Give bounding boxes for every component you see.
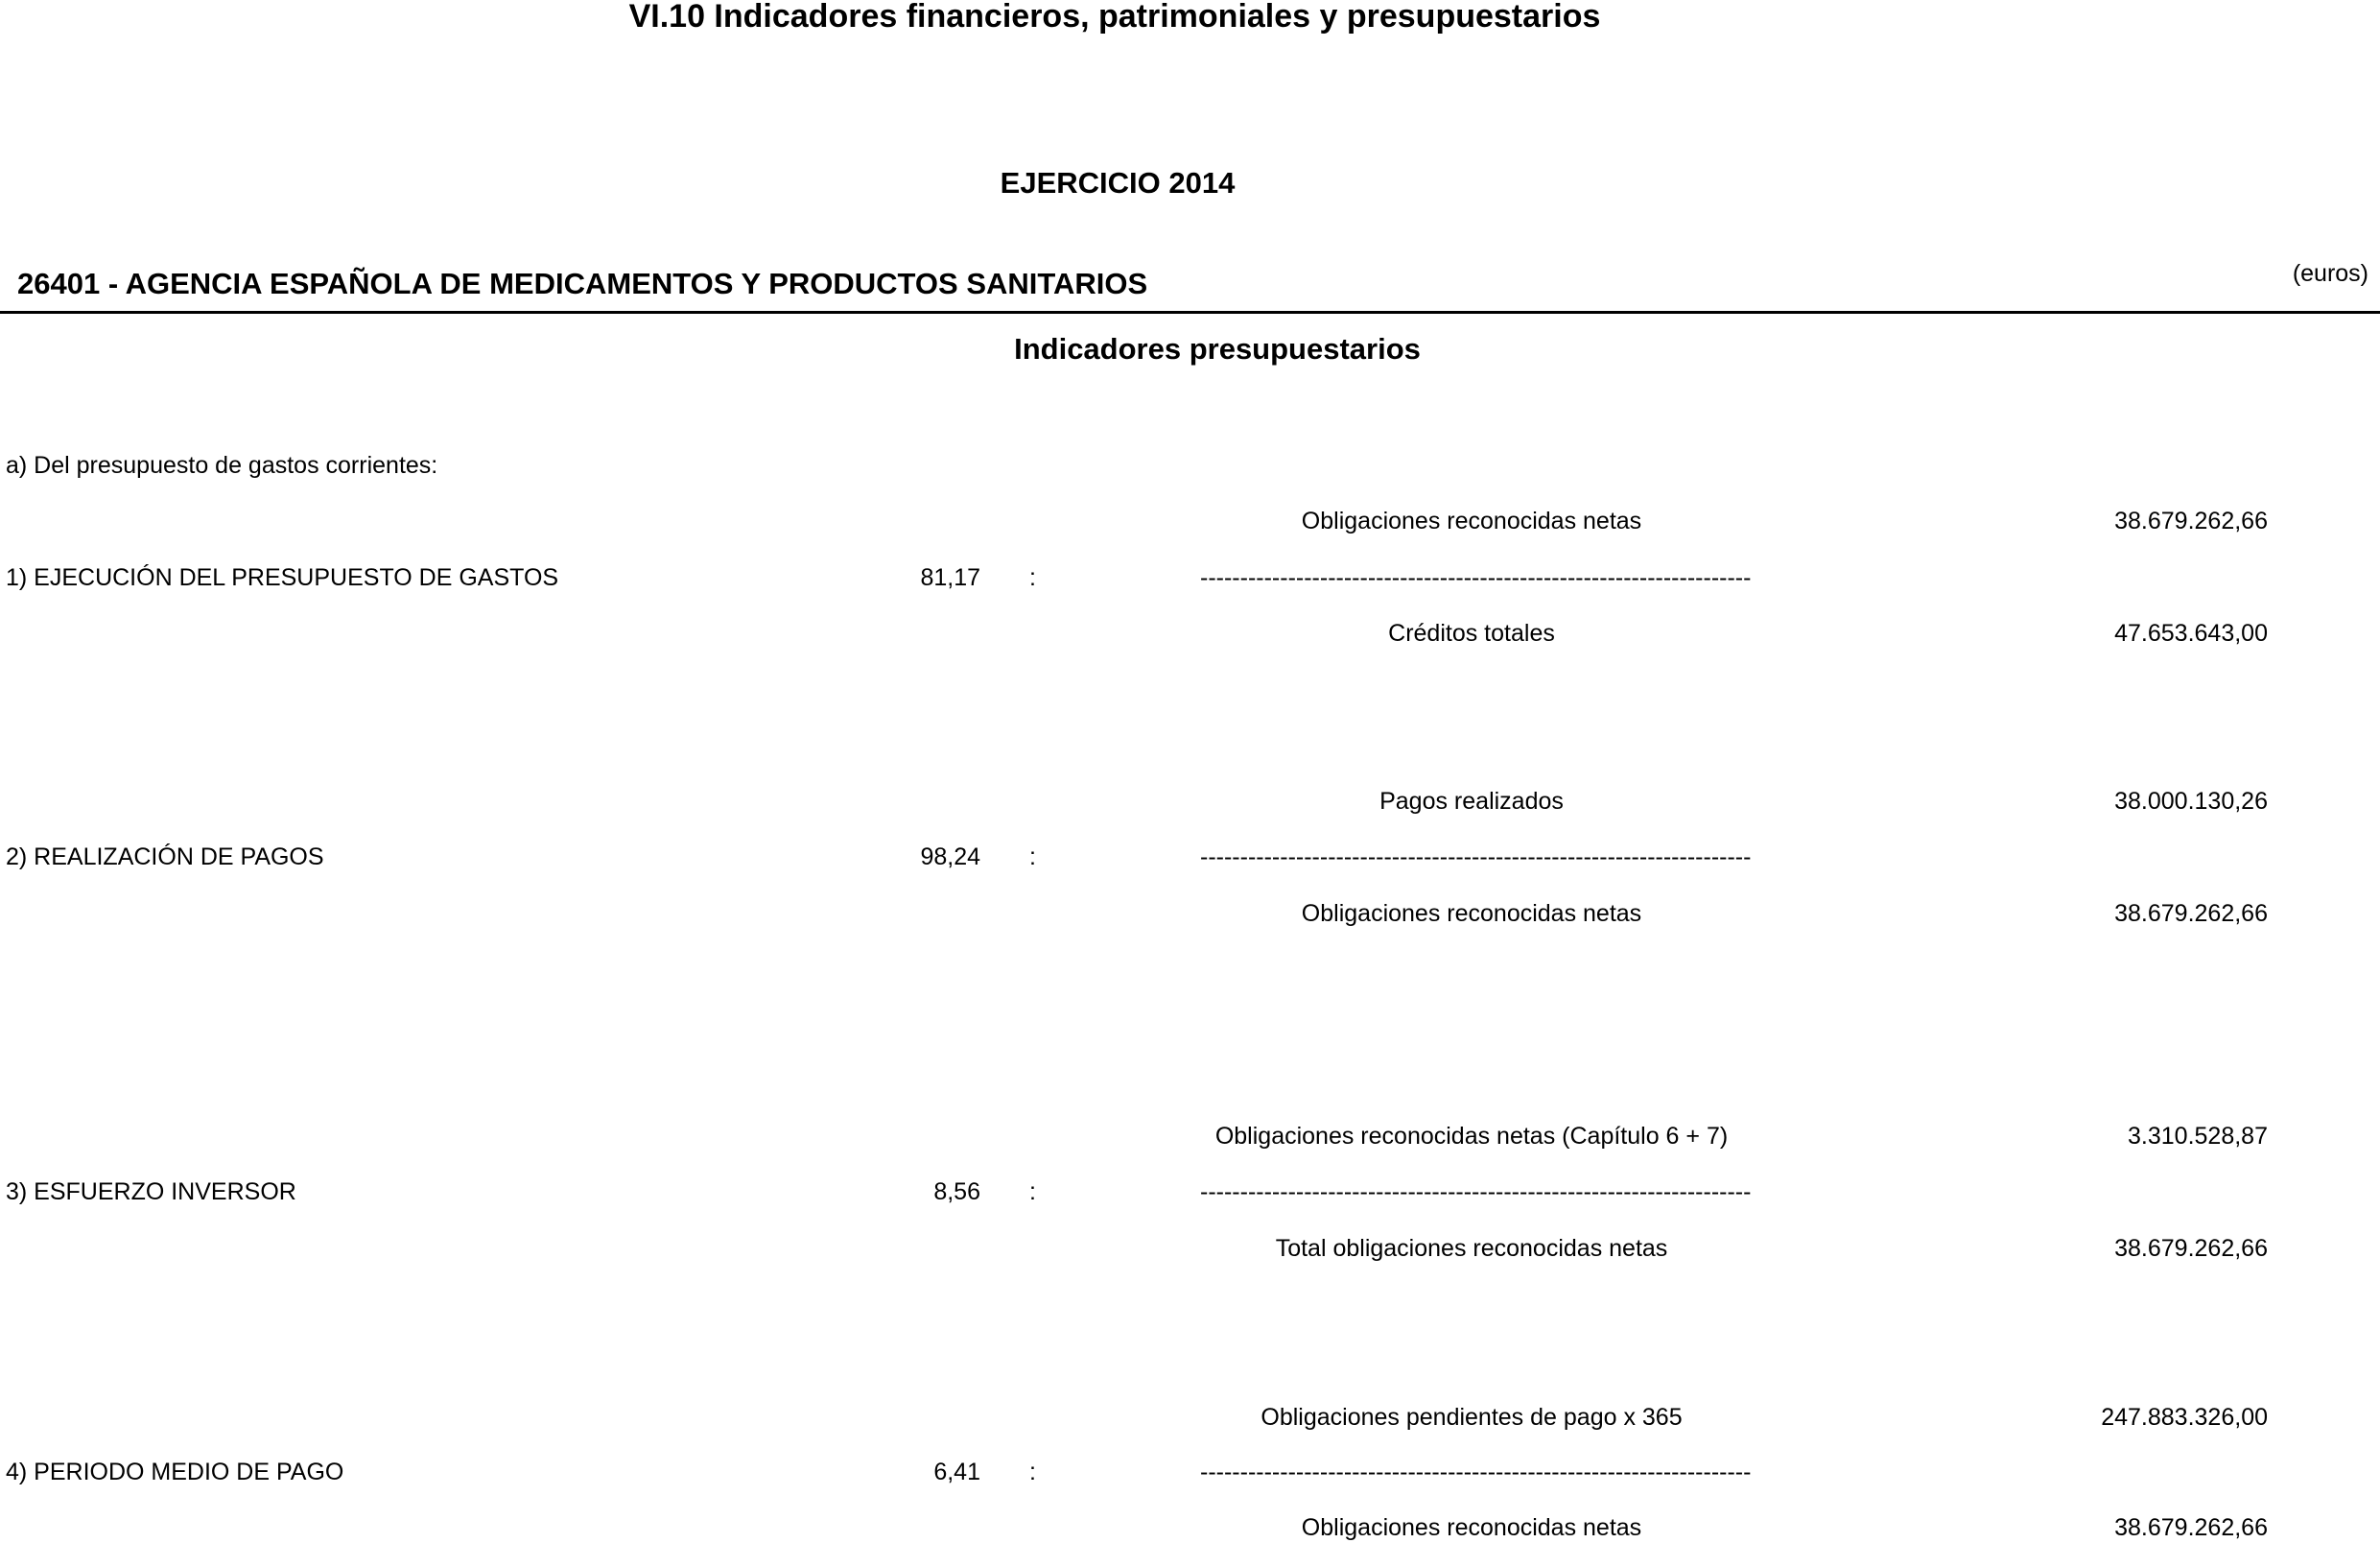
ratio-separator: :: [1029, 843, 1036, 870]
indicator-label: 1) EJECUCIÓN DEL PRESUPUESTO DE GASTOS: [6, 564, 559, 591]
numerator-label: Obligaciones reconocidas netas: [1301, 508, 1642, 534]
report-title: VI.10 Indicadores financieros, patrimoniales y presupuestarios: [628, 0, 1601, 35]
fraction-line: ---------------------------------------------------------------------: [1200, 1178, 1752, 1205]
denominator-label: Total obligaciones reconocidas netas: [1275, 1235, 1668, 1262]
indicator-value: 8,56: [933, 1178, 980, 1205]
fraction-line: ---------------------------------------------------------------------: [1200, 564, 1752, 591]
indicator-label: 3) ESFUERZO INVERSOR: [6, 1178, 296, 1205]
denominator-label: Obligaciones reconocidas netas: [1301, 900, 1642, 927]
indicator-value: 98,24: [920, 843, 980, 870]
currency-note: (euros): [2292, 260, 2368, 287]
ratio-separator: :: [1029, 564, 1036, 591]
indicator-value: 81,17: [920, 564, 980, 591]
denominator-value: 47.653.643,00: [2114, 620, 2268, 647]
ejercicio-heading: EJERCICIO 2014: [1000, 166, 1236, 200]
fraction-line: ---------------------------------------------------------------------: [1200, 1459, 1752, 1485]
numerator-value: 38.679.262,66: [2114, 508, 2268, 534]
numerator-value: 3.310.528,87: [2128, 1123, 2268, 1150]
denominator-label: Créditos totales: [1388, 620, 1555, 647]
indicator-label: 2) REALIZACIÓN DE PAGOS: [6, 843, 324, 870]
ratio-separator: :: [1029, 1459, 1036, 1485]
numerator-value: 247.883.326,00: [2101, 1404, 2268, 1431]
subsection-label: a) Del presupuesto de gastos corrientes:: [6, 452, 438, 479]
fraction-line: ---------------------------------------------------------------------: [1200, 843, 1752, 870]
numerator-value: 38.000.130,26: [2114, 788, 2268, 815]
section-heading: Indicadores presupuestarios: [1014, 332, 1421, 366]
indicator-value: 6,41: [933, 1459, 980, 1485]
indicator-label: 4) PERIODO MEDIO DE PAGO: [6, 1459, 344, 1485]
denominator-value: 38.679.262,66: [2114, 1235, 2268, 1262]
numerator-label: Obligaciones reconocidas netas (Capítulo 6 + 7): [1214, 1123, 1729, 1150]
entity-name: 26401 - AGENCIA ESPAÑOLA DE MEDICAMENTOS Y PRODUCTOS SANITARIOS: [17, 267, 1148, 300]
denominator-value: 38.679.262,66: [2114, 1514, 2268, 1541]
ratio-separator: :: [1029, 1178, 1036, 1205]
numerator-label: Obligaciones pendientes de pago x 365: [1261, 1404, 1683, 1431]
header-divider: [0, 311, 2380, 314]
numerator-label: Pagos realizados: [1379, 788, 1564, 815]
denominator-value: 38.679.262,66: [2114, 900, 2268, 927]
denominator-label: Obligaciones reconocidas netas: [1301, 1514, 1642, 1541]
